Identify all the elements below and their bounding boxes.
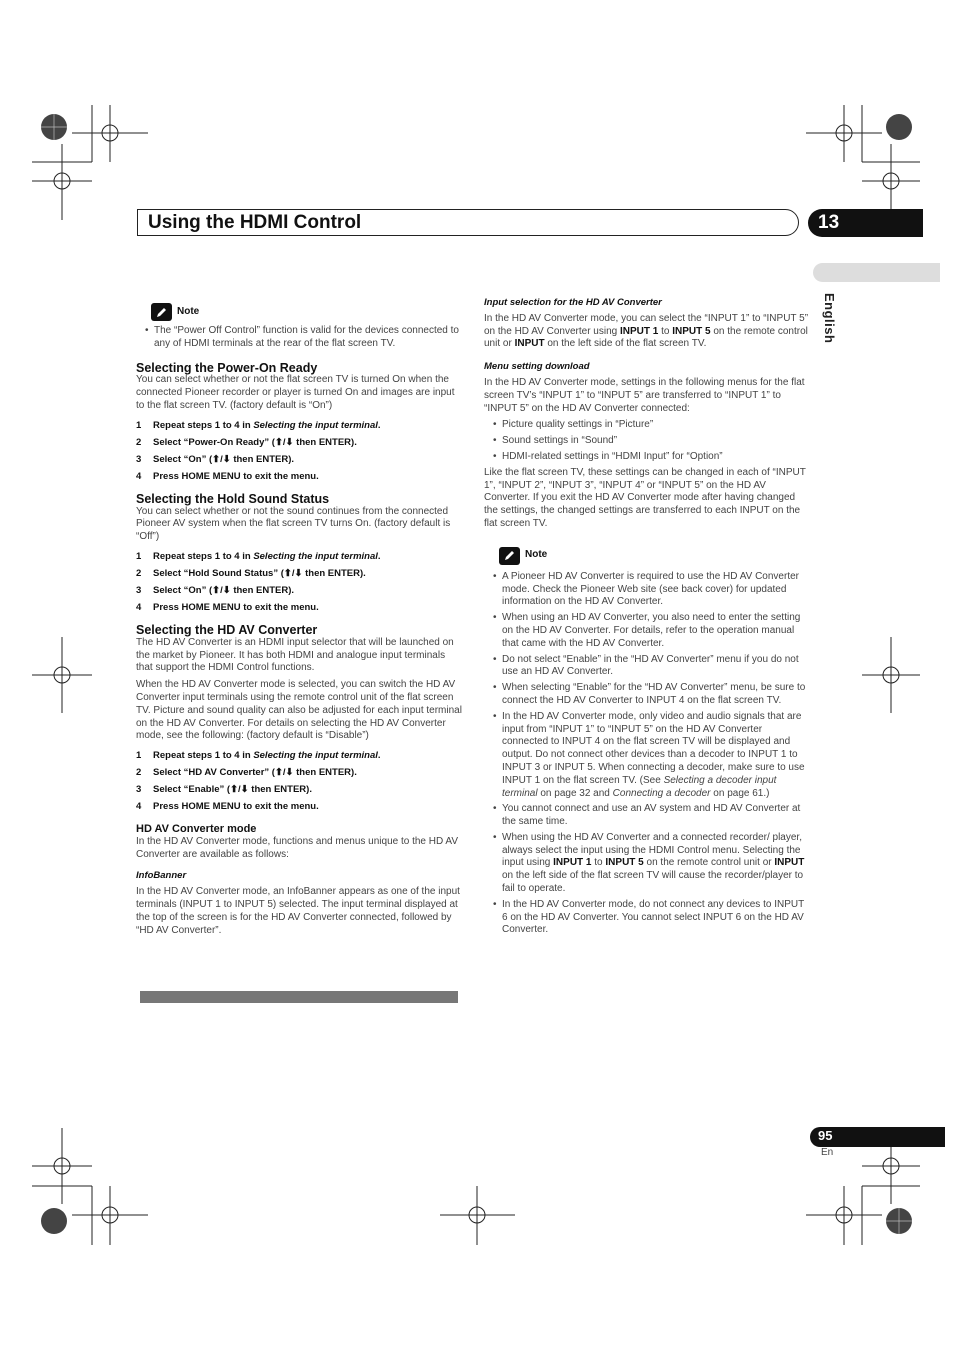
note-bullet: • In the HD AV Converter mode, do not connect any devices to INPUT 6 on the HD AV Converter. You cannot select INPUT 6 on the HD AV Converter. bbox=[484, 899, 810, 937]
column-end-bar bbox=[140, 991, 458, 1003]
hold-sound-body: You can select whether or not the sound continues from the connected Pioneer AV system when the flat screen TV turns On. (factory default is “Off”) bbox=[136, 505, 451, 543]
list-item: • Picture quality settings in “Picture” bbox=[484, 419, 810, 432]
note-bullet: • The “Power Off Control” function is valid for the devices connected to any of HDMI terminals at the rear of the flat screen TV. bbox=[136, 325, 462, 351]
step: 4 Press HOME MENU to exit the menu. bbox=[136, 601, 319, 613]
subheading-hd-av-mode: HD AV Converter mode bbox=[136, 823, 257, 836]
section-heading-hold-sound: Selecting the Hold Sound Status bbox=[136, 491, 330, 506]
step: 4 Press HOME MENU to exit the menu. bbox=[136, 470, 319, 482]
mode-body: In the HD AV Converter mode, functions and menus unique to the HD AV Converter are available as follows: bbox=[136, 835, 459, 860]
note-bullet: • You cannot connect and use an AV system and HD AV Converter at the same time. bbox=[484, 803, 810, 829]
hd-av-body-2: When the HD AV Converter mode is selected, you can switch the HD AV Converter input terminals using the remote control unit of the flat screen TV. Picture and sound quality can also be adjusted for each input terminal on the HD AV Converter. For details on selecting the HD AV Converter mode, see the following: (factory default is “Disable”) bbox=[136, 679, 462, 742]
step: 3 Select “Enable” (⬆/⬇ then ENTER). bbox=[136, 784, 312, 796]
chapter-number: 13 bbox=[808, 209, 923, 237]
note-label: Note bbox=[525, 549, 548, 561]
step: 1 Repeat steps 1 to 4 in Selecting the input terminal. bbox=[136, 419, 381, 431]
list-item: • HDMI-related settings in “HDMI Input” for “Option” bbox=[484, 451, 810, 464]
step: 4 Press HOME MENU to exit the menu. bbox=[136, 801, 319, 813]
step: 3 Select “On” (⬆/⬇ then ENTER). bbox=[136, 453, 295, 465]
page-language-code: En bbox=[821, 1147, 834, 1158]
menu-download-title: Menu setting download bbox=[484, 361, 590, 373]
menu-download-body-2: Like the flat screen TV, these settings can be changed in each of “INPUT 1”, “INPUT 2”, “INPUT 3”, “INPUT 4” or “INPUT 5” on the HD AV Converter. If you exit the HD AV Converter mode after having changed the settings, the changed settings are transferred to each INPUT on the flat screen TV. bbox=[484, 466, 806, 529]
input-selection-body: In the HD AV Converter mode, you can select the “INPUT 1” to “INPUT 5” on the HD AV Converter using INPUT 1 to INPUT 5 on the remote control unit or INPUT on the left side of the flat screen TV. bbox=[484, 312, 809, 350]
left-column bbox=[136, 303, 462, 942]
note-bullet: • Do not select “Enable” in the “HD AV Converter” menu if you do not use an HD AV Converter. bbox=[484, 654, 810, 680]
pencil-note-icon bbox=[151, 303, 172, 321]
language-label: English bbox=[822, 293, 837, 344]
step: 2 Select “Power-On Ready” (⬆/⬇ then ENTER). bbox=[136, 436, 357, 448]
step: 2 Select “Hold Sound Status” (⬆/⬇ then ENTER). bbox=[136, 567, 366, 579]
power-on-body: You can select whether or not the flat screen TV is turned On when the connected Pioneer recorder or player is turned On and images are input to the flat screen TV. (factory default is “On”) bbox=[136, 374, 455, 411]
note-bullet: • When using an HD AV Converter, you also need to enter the setting on the HD AV Converter. For details, refer to the operation manual that came with the HD AV Converter. bbox=[484, 612, 810, 650]
language-tab bbox=[813, 263, 940, 282]
note-bullet: • When selecting “Enable” for the “HD AV Converter” menu, be sure to connect the HD AV Converter to INPUT 4 on the flat screen TV. bbox=[484, 682, 810, 708]
note-heading bbox=[151, 303, 462, 321]
step: 2 Select “HD AV Converter” (⬆/⬇ then ENTER). bbox=[136, 767, 357, 779]
list-item: • Sound settings in “Sound” bbox=[484, 435, 810, 448]
step: 3 Select “On” (⬆/⬇ then ENTER). bbox=[136, 584, 295, 596]
pencil-note-icon bbox=[499, 547, 520, 565]
infobanner-title: InfoBanner bbox=[136, 869, 187, 881]
page-number: 95 bbox=[818, 1128, 833, 1143]
infobanner-body: In the HD AV Converter mode, an InfoBanner appears as one of the input terminals (INPUT 1 to INPUT 5) selected. The input terminal displayed at the top of the screen is for the HD AV Converter connected, followed by “HD AV Converter”. bbox=[136, 886, 460, 936]
section-heading-hd-av: Selecting the HD AV Converter bbox=[136, 622, 318, 637]
note-bullet: • When using the HD AV Converter and a connected recorder/ player, always select the input using the HDMI Control menu. Selecting the input using INPUT 1 to INPUT 5 on the remote control unit or INPUT on the left side of the flat screen TV will cause the recorder/player to fail to operate. bbox=[484, 832, 810, 896]
note-heading bbox=[499, 547, 810, 565]
note-bullet: • A Pioneer HD AV Converter is required to use the HD AV Converter mode. Check the Pioneer Web site (see back cover) for updated information on the HD AV Converter. bbox=[484, 571, 810, 609]
section-heading-power-on: Selecting the Power-On Ready bbox=[136, 360, 318, 375]
input-selection-title: Input selection for the HD AV Converter bbox=[484, 297, 662, 308]
step: 1 Repeat steps 1 to 4 in Selecting the input terminal. bbox=[136, 750, 381, 762]
page-title: Using the HDMI Control bbox=[148, 212, 362, 233]
hd-av-body-1: The HD AV Converter is an HDMI input selector that will be launched on the market by Pioneer. It has both HDMI and analogue input terminals that support the HDMI Control functions. bbox=[136, 636, 454, 674]
right-column bbox=[484, 297, 810, 940]
step: 1 Repeat steps 1 to 4 in Selecting the input terminal. bbox=[136, 550, 381, 562]
note-bullet: • In the HD AV Converter mode, only video and audio signals that are input from “INPUT 1” to “INPUT 5” on the HD AV Converter connected to INPUT 4 on the flat screen TV will be displayed and output. Do not connect other devices than a decoder to INPUT 1 to INPUT 3 or INPUT 5. When connecting a decoder, make sure to use INPUT 1 on the flat screen TV. (See Selecting a decoder input terminal on page 32 and Connecting a decoder on page 61.) bbox=[484, 711, 810, 801]
note-label: Note bbox=[177, 305, 200, 317]
menu-download-body: In the HD AV Converter mode, settings in the following menus for the flat screen TV’s “INPUT 1” to “INPUT 5” are transferred to “INPUT 1” to “INPUT 5” on the HD AV Converter connected: bbox=[484, 376, 805, 414]
